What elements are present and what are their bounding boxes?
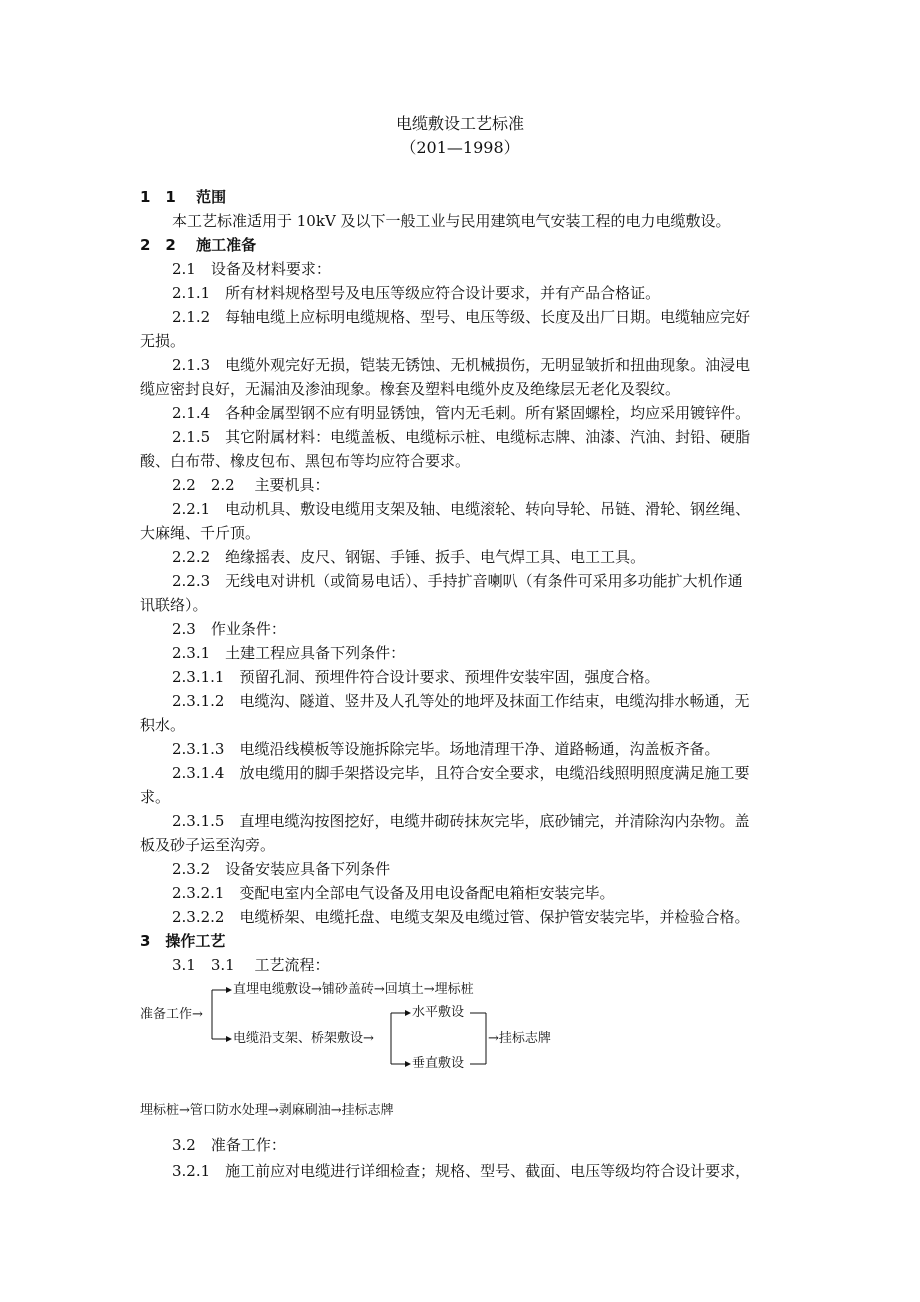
clause-2-2-3: 2.2.3 无线电对讲机（或简易电话）、手持扩音喇叭（有条件可采用多功能扩大机作通 [172, 572, 743, 590]
clause-2-1-2-cont: 无损。 [140, 332, 186, 350]
clause-3-2-1: 3.2.1 施工前应对电缆进行详细检查；规格、型号、截面、电压等级均符合设计要求， [172, 1162, 751, 1180]
clause-2-1-2: 2.1.2 每轴电缆上应标明电缆规格、型号、电压等级、长度及出厂日期。电缆轴应完好 [172, 308, 751, 326]
clause-2-1-4: 2.1.4 各种金属型钢不应有明显锈蚀，管内无毛刺。所有紧固螺栓，均应采用镀锌件。 [172, 404, 751, 422]
flow-horizontal-laying: 水平敷设 [412, 1005, 465, 1020]
section-1-text: 本工艺标准适用于 10kV 及以下一般工业与民用建筑电气安装工程的电力电缆敷设。 [172, 212, 731, 230]
clause-2-1-5-cont: 酸、白布带、橡皮包布、黑包布等均应符合要求。 [140, 452, 471, 470]
flow-arrowhead-horizontal [405, 1010, 411, 1016]
clause-2-2-2: 2.2.2 绝缘摇表、皮尺、钢锯、手锤、扳手、电气焊工具、电工工具。 [172, 548, 646, 566]
section-3-heading: 3 操作工艺 [140, 932, 226, 950]
clause-2-3-1-5: 2.3.1.5 直埋电缆沟按图挖好，电缆井砌砖抹灰完毕，底砂铺完，并清除沟内杂物。盖 [172, 812, 750, 830]
document-title: 电缆敷设工艺标准 [395, 114, 524, 133]
clause-2-3-2: 2.3.2 设备安装应具备下列条件 [172, 860, 391, 878]
flow-end: →挂标志牌 [488, 1031, 551, 1046]
document-code: （201—1998） [400, 138, 520, 157]
flow-followup: 埋标桩→管口防水处理→剥麻刷油→挂标志牌 [140, 1103, 394, 1118]
clause-2-3-1-5-cont: 板及砂子运至沟旁。 [140, 836, 276, 854]
flow-arrowhead-top [226, 987, 232, 993]
clause-2-2: 2.2 2.2 主要机具： [172, 476, 330, 494]
clause-2-3-1: 2.3.1 土建工程应具备下列条件： [172, 644, 406, 662]
flow-vertical-laying: 垂直敷设 [412, 1056, 465, 1071]
clause-2-3-2-2: 2.3.2.2 电缆桥架、电缆托盘、电缆支架及电缆过管、保护管安装完毕，并检验合格。 [172, 908, 750, 926]
clause-2-3-1-2-cont: 积水。 [140, 716, 186, 734]
clause-2-3: 2.3 作业条件： [172, 620, 286, 638]
clause-2-3-1-2: 2.3.1.2 电缆沟、隧道、竖井及人孔等处的地坪及抹面工作结束，电缆沟排水畅通，无 [172, 692, 750, 710]
flow-tray-branch: 电缆沿支架、桥架敷设→ [233, 1031, 374, 1046]
clause-2-2-3-cont: 讯联络）。 [140, 596, 208, 614]
clause-2-1-5: 2.1.5 其它附属材料：电缆盖板、电缆标示桩、电缆标志牌、油漆、汽油、封铅、硬脂 [172, 428, 751, 446]
flow-arrowhead-vertical [405, 1061, 411, 1067]
clause-3-1: 3.1 3.1 工艺流程： [172, 956, 330, 974]
clause-3-2: 3.2 准备工作： [172, 1136, 286, 1154]
clause-2-2-1-cont: 大麻绳、千斤顶。 [140, 524, 261, 542]
clause-2-2-1: 2.2.1 电动机具、敷设电缆用支架及轴、电缆滚轮、转向导轮、吊链、滑轮、钢丝绳、 [172, 500, 751, 518]
flow-direct-burial-branch: 直埋电缆敷设→铺砂盖砖→回填土→埋标桩 [233, 982, 474, 997]
clause-2-3-1-4: 2.3.1.4 放电缆用的脚手架搭设完毕，且符合安全要求，电缆沿线照明照度满足施工要 [172, 764, 750, 782]
clause-2-1-3-cont: 缆应密封良好，无漏油及渗油现象。橡套及塑料电缆外皮及绝缘层无老化及裂纹。 [140, 380, 681, 398]
clause-2-3-2-1: 2.3.2.1 变配电室内全部电气设备及用电设备配电箱柜安装完毕。 [172, 884, 615, 902]
clause-2-1-3: 2.1.3 电缆外观完好无损，铠装无锈蚀、无机械损伤，无明显皱折和扭曲现象。油浸电 [172, 356, 751, 374]
flow-arrowhead-bottom [226, 1036, 232, 1042]
clause-2-3-1-3: 2.3.1.3 电缆沿线模板等设施拆除完毕。场地清理干净、道路畅通，沟盖板齐备。 [172, 740, 720, 758]
section-1-heading: 1 1 范围 [140, 188, 227, 206]
clause-2-1-1: 2.1.1 所有材料规格型号及电压等级应符合设计要求，并有产品合格证。 [172, 284, 661, 302]
clause-2-3-1-1: 2.3.1.1 预留孔洞、预埋件符合设计要求、预埋件安装牢固，强度合格。 [172, 668, 660, 686]
section-2-heading: 2 2 施工准备 [140, 236, 257, 254]
clause-2-3-1-4-cont: 求。 [140, 788, 171, 806]
clause-2-1: 2.1 设备及材料要求： [172, 260, 331, 278]
flow-start: 准备工作→ [140, 1007, 203, 1022]
